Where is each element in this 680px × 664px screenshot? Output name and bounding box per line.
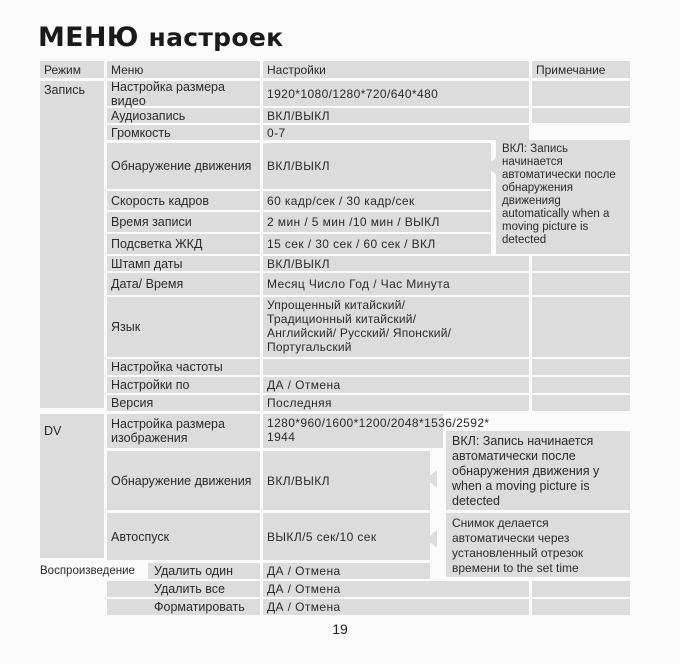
setting-lcd-backlight: 15 сек / 30 сек / 60 сек / ВКЛ xyxy=(263,234,491,254)
menu-language: Язык xyxy=(107,297,260,357)
mode-dv: DV xyxy=(40,414,104,558)
setting-dv-motion: ВКЛ/ВЫКЛ xyxy=(263,451,430,510)
setting-record-time: 2 мин / 5 мин /10 мин / ВЫКЛ xyxy=(263,212,491,232)
header-mode: Режим xyxy=(40,61,104,78)
menu-date-time: Дата/ Время xyxy=(107,273,260,295)
header-menu: Меню xyxy=(107,61,260,78)
note-cell xyxy=(532,81,630,106)
note-cell xyxy=(532,377,630,393)
setting-audio: ВКЛ/ВЫКЛ xyxy=(263,108,529,123)
setting-delete-one: ДА / Отмена xyxy=(263,563,430,579)
menu-motion-detect: Обнаружение движения xyxy=(107,143,260,189)
page-title xyxy=(38,22,283,53)
menu-self-timer: Автоспуск xyxy=(107,513,260,560)
note-cell xyxy=(532,395,630,411)
title-rest: настроек xyxy=(148,23,284,52)
menu-video-size: Настройка размера видео xyxy=(107,81,260,106)
menu-dv-motion: Обнаружение движения xyxy=(107,451,260,510)
setting-format: ДА / Отмена xyxy=(263,599,529,615)
menu-delete-one: Удалить один xyxy=(148,563,260,579)
title-caps: МЕНЮ xyxy=(38,22,139,53)
setting-version: Последняя xyxy=(263,395,529,411)
setting-volume: 0-7 xyxy=(263,125,529,140)
menu-delete-all: Удалить все xyxy=(107,581,260,597)
menu-image-size: Настройка размера изображения xyxy=(107,414,260,448)
callout-pointer xyxy=(426,470,437,488)
setting-defaults: ДА / Отмена xyxy=(263,377,529,393)
menu-frame-rate: Скорость кадров xyxy=(107,191,260,210)
setting-date-stamp: ВКЛ/ВЫКЛ xyxy=(263,256,529,271)
setting-video-size: 1920*1080/1280*720/640*480 xyxy=(263,81,529,106)
setting-frame-rate: 60 кадр/сек / 30 кадр/сек xyxy=(263,191,491,210)
menu-frequency: Настройка частоты xyxy=(107,359,260,375)
menu-date-stamp: Штамп даты xyxy=(107,256,260,271)
setting-delete-all: ДА / Отмена xyxy=(263,581,529,597)
setting-date-time: Месяц Число Год / Час Минута xyxy=(263,273,529,295)
note-cell xyxy=(532,297,630,357)
note-dv-timer: Снимок делается автоматически через установленный отрезок времени to the set time xyxy=(446,513,630,577)
menu-lcd-backlight: Подсветка ЖКД xyxy=(107,234,260,254)
note-cell xyxy=(532,108,630,123)
mode-record: Запись xyxy=(40,81,104,408)
note-dv-motion: ВКЛ: Запись начинается автоматически после обнаружения движения у when a moving picture is detected xyxy=(446,431,630,510)
note-cell xyxy=(532,273,630,295)
note-cell xyxy=(532,581,630,597)
menu-version: Версия xyxy=(107,395,260,411)
setting-language: Упрощенный китайский/ Традиционный китайский/ Английский/ Русский/ Японский/ Португальский xyxy=(263,297,529,357)
callout-pointer xyxy=(426,530,437,548)
mode-playback: Воспроизведение xyxy=(40,564,135,577)
menu-format: Форматировать xyxy=(107,599,260,615)
note-cell xyxy=(532,599,630,615)
note-cell xyxy=(532,256,630,271)
menu-defaults: Настройки по xyxy=(107,377,260,393)
setting-self-timer: ВЫКЛ/5 сек/10 сек xyxy=(263,513,430,560)
note-cell xyxy=(532,359,630,375)
page-number: 19 xyxy=(332,621,348,637)
menu-volume: Громкость xyxy=(107,125,260,140)
setting-frequency xyxy=(263,359,529,375)
menu-audio: Аудиозапись xyxy=(107,108,260,123)
setting-motion-detect: ВКЛ/ВЫКЛ xyxy=(263,143,491,189)
header-settings: Настройки xyxy=(263,61,529,78)
setting-image-size: 1280*960/1600*1200/2048*1536/2592* 1944 xyxy=(263,414,443,448)
note-record-motion: ВКЛ: Запись начинается автоматически после обнаружения движенияg automatically when a moving picture is detected xyxy=(496,140,630,254)
menu-record-time: Время записи xyxy=(107,212,260,232)
header-note: Примечание xyxy=(532,61,630,78)
